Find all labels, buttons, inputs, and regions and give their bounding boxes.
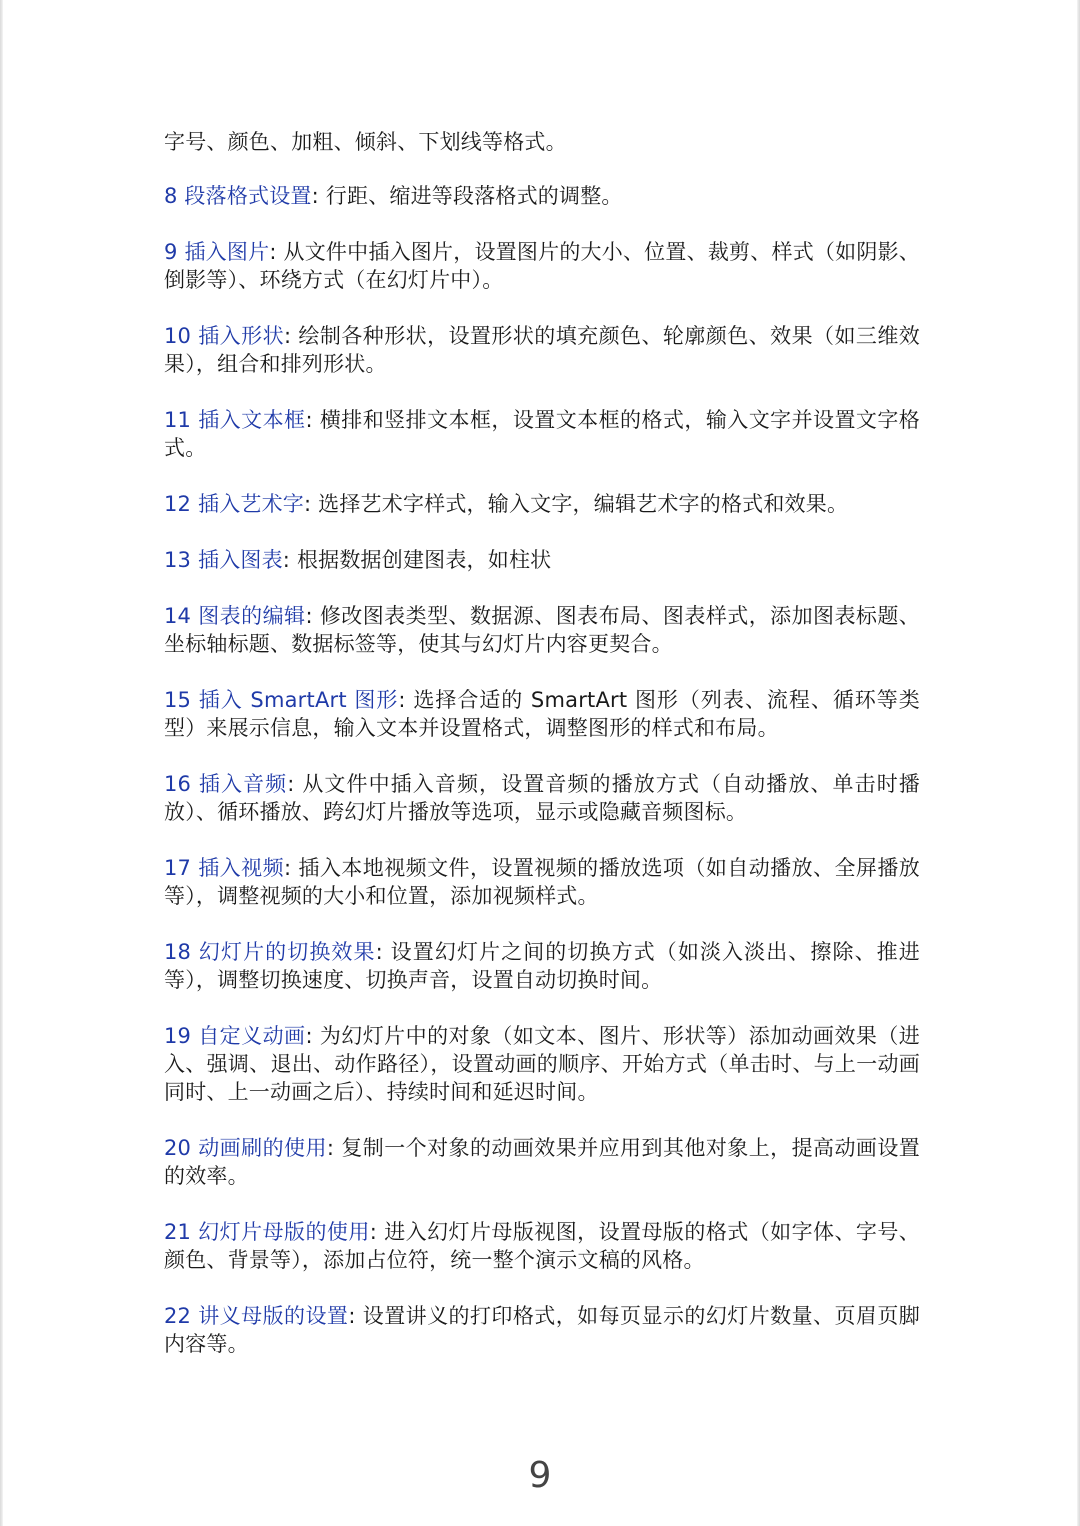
item-22-heading: 22 讲义母版的设置	[164, 1304, 349, 1328]
item-13-heading: 13 插入图表	[164, 548, 283, 572]
item-21-heading: 21 幻灯片母版的使用	[164, 1220, 370, 1244]
item-19-body: 为幻灯片中的对象（如文本、图片、形状等）添加动画效果（进入、强调、退出、动作路径），设置动画的顺序、开始方式（单击时、与上一动画同时、上一动画之后）、持续时间和延迟时间。	[164, 1024, 920, 1104]
item-11-heading: 11 插入文本框	[164, 408, 306, 432]
item-14-body: 修改图表类型、数据源、图表布局、图表样式，添加图表标题、坐标轴标题、数据标签等，使其与幻灯片内容更契合。	[164, 604, 920, 656]
item-12-paragraph	[164, 490, 920, 518]
item-8-separator: :	[311, 184, 326, 208]
item-10-separator: :	[284, 324, 299, 348]
item-14-heading: 14 图表的编辑	[164, 604, 306, 628]
item-9-paragraph	[164, 238, 920, 294]
item-17-paragraph	[164, 854, 920, 910]
item-11-paragraph	[164, 406, 920, 462]
item-14-paragraph	[164, 602, 920, 658]
item-17-heading: 17 插入视频	[164, 856, 285, 880]
item-22-separator: :	[348, 1304, 363, 1328]
item-16-separator: :	[287, 772, 303, 796]
item-22-body: 设置讲义的打印格式，如每页显示的幻灯片数量、页眉页脚内容等。	[164, 1304, 921, 1356]
item-11-separator: :	[305, 408, 320, 432]
item-21-body: 进入幻灯片母版视图，设置母版的格式（如字体、字号、颜色、背景等），添加占位符，统一整个演示文稿的风格。	[164, 1220, 920, 1272]
item-20-paragraph	[164, 1134, 920, 1190]
item-9-heading: 9 插入图片	[164, 240, 270, 264]
item-16-body: 从文件中插入音频，设置音频的播放方式（自动播放、单击时播放）、循环播放、跨幻灯片播放等选项，显示或隐藏音频图标。	[164, 772, 920, 824]
item-17-separator: :	[284, 856, 299, 880]
item-12-separator: :	[304, 492, 319, 516]
item-10-heading: 10 插入形状	[164, 324, 285, 348]
item-8-paragraph	[164, 182, 920, 210]
item-15-paragraph	[164, 686, 920, 742]
item-20-body: 复制一个对象的动画效果并应用到其他对象上，提高动画设置的效率。	[164, 1136, 921, 1188]
item-18-heading: 18 幻灯片的切换效果	[164, 940, 376, 964]
item-19-heading: 19 自定义动画	[164, 1024, 306, 1048]
item-8-heading: 8 段落格式设置	[164, 184, 312, 208]
item-15-body: 选择合适的 SmartArt 图形（列表、流程、循环等类型）来展示信息，输入文本并设置格式，调整图形的样式和布局。	[164, 688, 920, 740]
item-21-paragraph	[164, 1218, 920, 1274]
item-19-separator: :	[305, 1024, 320, 1048]
item-10-body: 绘制各种形状，设置形状的填充颜色、轮廓颜色、效果（如三维效果），组合和排列形状。	[164, 324, 921, 376]
item-18-paragraph	[164, 938, 920, 994]
document-body	[164, 128, 920, 1386]
item-21-separator: :	[369, 1220, 385, 1244]
item-17-body: 插入本地视频文件，设置视频的播放选项（如自动播放、全屏播放等），调整视频的大小和位置，添加视频样式。	[164, 856, 921, 908]
item-9-separator: :	[269, 240, 284, 264]
item-8-body: 行距、缩进等段落格式的调整。	[325, 184, 623, 208]
item-12-body: 选择艺术字样式，输入文字，编辑艺术字的格式和效果。	[318, 492, 849, 516]
item-14-separator: :	[305, 604, 320, 628]
item-13-paragraph	[164, 546, 920, 574]
item-11-body: 横排和竖排文本框，设置文本框的格式，输入文字并设置文字格式。	[164, 408, 920, 460]
item-19-paragraph	[164, 1022, 920, 1106]
item-13-separator: :	[282, 548, 297, 572]
page-edge-left	[0, 0, 3, 1526]
item-18-body: 设置幻灯片之间的切换方式（如淡入淡出、擦除、推进等），调整切换速度、切换声音，设置自动切换时间。	[164, 940, 920, 992]
item-9-body: 从文件中插入图片，设置图片的大小、位置、裁剪、样式（如阴影、倒影等）、环绕方式（在幻灯片中）。	[164, 240, 920, 292]
intro-paragraph: 字号、颜色、加粗、倾斜、下划线等格式。	[164, 130, 567, 154]
page-number: 9	[528, 1455, 552, 1496]
item-15-separator: :	[398, 688, 414, 712]
item-16-paragraph	[164, 770, 920, 826]
item-22-paragraph	[164, 1302, 920, 1358]
item-16-heading: 16 插入音频	[164, 772, 288, 796]
item-10-paragraph	[164, 322, 920, 378]
item-20-separator: :	[326, 1136, 342, 1160]
item-13-body: 根据数据创建图表，如柱状	[296, 548, 552, 572]
item-15-heading: 15 插入 SmartArt 图形	[164, 688, 399, 712]
item-12-heading: 12 插入艺术字	[164, 492, 304, 516]
item-18-separator: :	[375, 940, 391, 964]
item-20-heading: 20 动画刷的使用	[164, 1136, 327, 1160]
